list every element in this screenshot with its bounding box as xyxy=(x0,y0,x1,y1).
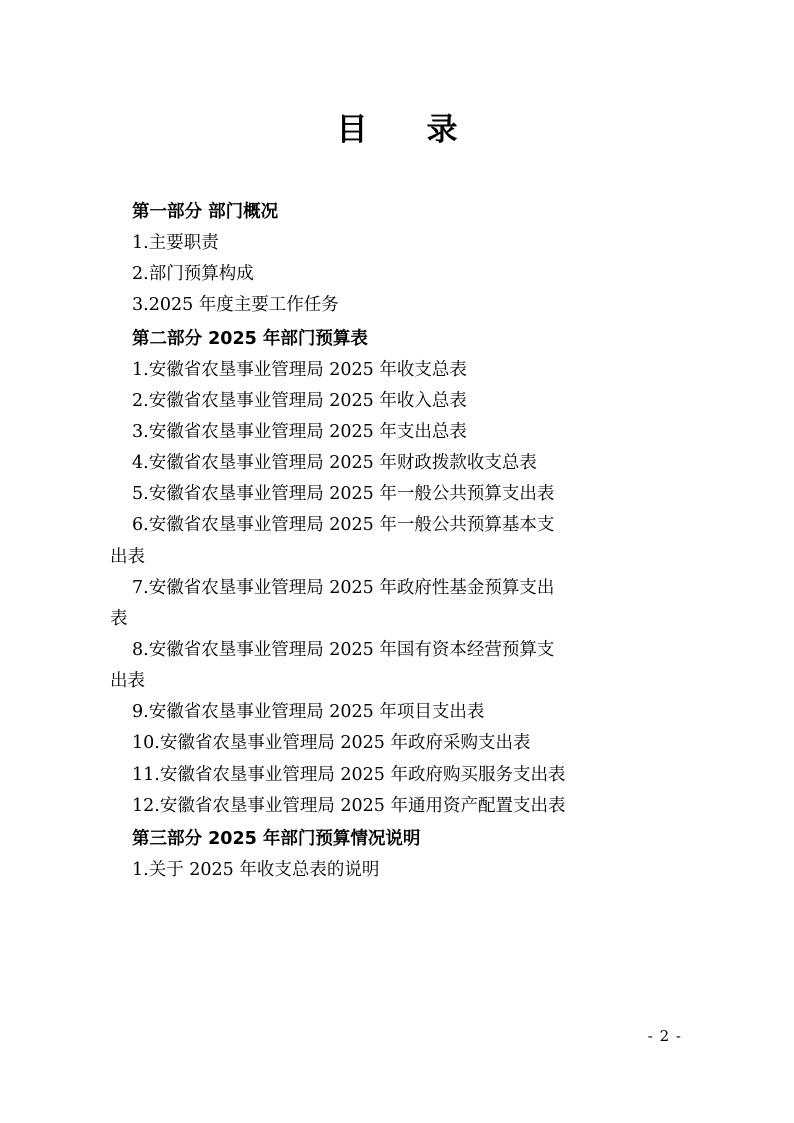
page-title: 目 录 xyxy=(336,112,472,148)
toc-item-explanation-1: 1.关于 2025 年收支总表的说明 xyxy=(132,859,380,880)
toc-item-table-8 xyxy=(110,635,684,697)
toc-section-part-three: 第三部分 2025 年部门预算情况说明 xyxy=(132,828,421,849)
toc-item-table-11: 11.安徽省农垦事业管理局 2025 年政府购买服务支出表 xyxy=(132,764,566,785)
toc-item-budget-composition: 2.部门预算构成 xyxy=(132,264,254,285)
toc-item-table-8-line2: 出表 xyxy=(110,671,145,692)
toc-section-part-one: 第一部分 部门概况 xyxy=(132,202,279,222)
toc-item-table-7 xyxy=(110,573,684,635)
toc-item-table-6 xyxy=(110,510,684,572)
toc-item-table-6-line2: 出表 xyxy=(110,546,145,567)
toc-item-table-1: 1.安徽省农垦事业管理局 2025 年收支总表 xyxy=(132,359,467,380)
toc-item-table-8-line1: 8.安徽省农垦事业管理局 2025 年国有资本经营预算支 xyxy=(132,639,555,660)
toc-item-table-7-line2: 表 xyxy=(110,608,128,629)
table-of-contents xyxy=(110,197,684,886)
toc-item-table-2: 2.安徽省农垦事业管理局 2025 年收入总表 xyxy=(132,390,467,411)
toc-item-table-12: 12.安徽省农垦事业管理局 2025 年通用资产配置支出表 xyxy=(132,795,566,816)
toc-item-table-3: 3.安徽省农垦事业管理局 2025 年支出总表 xyxy=(132,421,467,442)
toc-item-table-7-line1: 7.安徽省农垦事业管理局 2025 年政府性基金预算支出 xyxy=(132,577,555,598)
toc-item-table-10: 10.安徽省农垦事业管理局 2025 年政府采购支出表 xyxy=(132,733,531,754)
toc-item-main-tasks-2025: 3.2025 年度主要工作任务 xyxy=(132,295,339,316)
toc-item-main-duties: 1.主要职责 xyxy=(132,233,219,254)
toc-item-table-5: 5.安徽省农垦事业管理局 2025 年一般公共预算支出表 xyxy=(132,484,555,505)
toc-item-table-6-line1: 6.安徽省农垦事业管理局 2025 年一般公共预算基本支 xyxy=(132,515,555,536)
toc-section-part-two: 第二部分 2025 年部门预算表 xyxy=(132,328,368,349)
toc-item-table-4: 4.安徽省农垦事业管理局 2025 年财政拨款收支总表 xyxy=(132,453,537,474)
page-number: - 2 - xyxy=(647,1027,682,1045)
toc-item-table-9: 9.安徽省农垦事业管理局 2025 年项目支出表 xyxy=(132,702,485,723)
